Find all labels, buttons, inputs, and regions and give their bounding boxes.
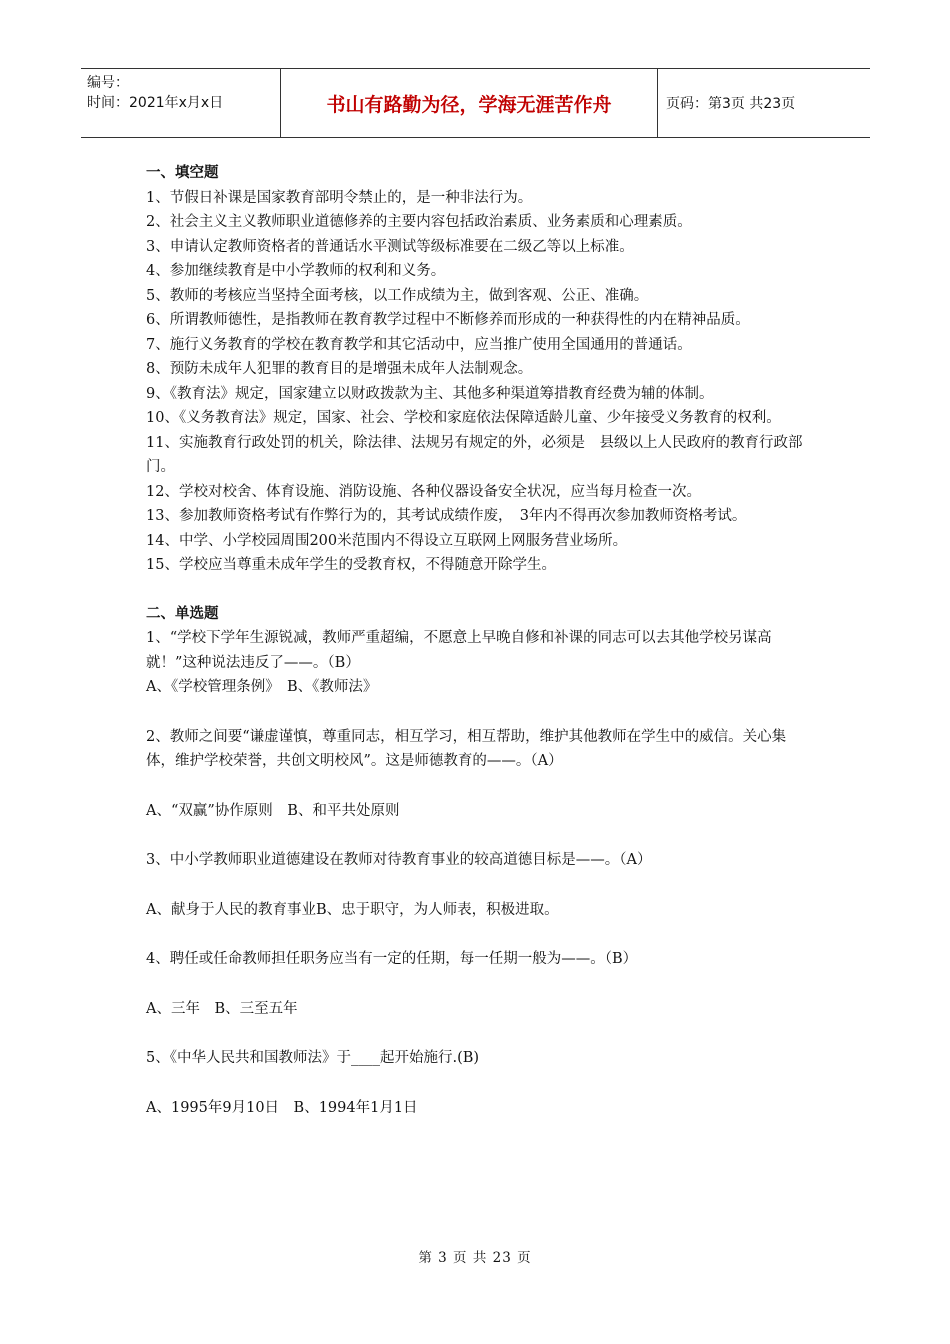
fill-item-10: 10、《义务教育法》规定，国家、社会、学校和家庭依法保障适龄儿童、少年接受义务教育的权利。 [146,410,781,426]
fill-item-11: 11、实施教育行政处罚的机关，除法律、法规另有规定的外，必须是 县级以上人民政府的教育行政部门。 [146,434,803,475]
question-3: 3、中小学教师职业道德建设在教师对待教育事业的较高道德目标是——。（A） [146,852,652,868]
question-1: 1、“学校下学年生源锐减，教师严重超编，不愿意上早晚自修和补课的同志可以去其他学校另谋高就！”这种说法违反了——。（B） [146,630,772,671]
fill-item-15: 15、学校应当尊重未成年学生的受教育权，不得随意开除学生。 [146,557,556,573]
doc-time-label: 时间：2021年x月x日 [87,95,224,111]
spacer [146,873,814,898]
question-2: 2、教师之间要“谦虚谨慎，尊重同志，相互学习，相互帮助，维护其他教师在学生中的威信。关心集体，维护学校荣誉，共创文明校风”。这是师德教育的——。（A） [146,728,787,769]
fill-item-8: 8、预防未成年人犯罪的教育目的是增强未成年人法制观念。 [146,361,533,377]
fill-item-6: 6、所谓教师德性，是指教师在教育教学过程中不断修养而形成的一种获得性的内在精神品质。 [146,312,750,328]
section-spacer [146,578,814,602]
spacer [146,972,814,997]
document-body [146,161,814,1120]
fill-item-1: 1、节假日补课是国家教育部明令禁止的，是一种非法行为。 [146,189,533,206]
fill-item-2: 2、社会主义主义教师职业道德修养的主要内容包括政治素质、业务素质和心理素质。 [146,214,692,230]
spacer [146,922,814,947]
fill-item-7: 7、施行义务教育的学校在教育教学和其它活动中，应当推广使用全国通用的普通话。 [146,336,692,353]
section-title-fill-blank: 一、填空题 [146,165,219,181]
header-page-info: 页码：第3页 共23页 [666,96,796,112]
question-4-options: A、三年 B、三至五年 [146,1000,298,1017]
question-5-options: A、1995年9月10日 B、1994年1月1日 [146,1099,418,1116]
question-1-options: A、《学校管理条例》 B、《教师法》 [146,679,378,695]
fill-item-14: 14、中学、小学校园周围200米范围内不得设立互联网上网服务营业场所。 [146,532,628,549]
section-title-single-choice: 二、单选题 [146,605,219,622]
spacer [146,774,814,799]
question-3-options: A、献身于人民的教育事业B、忠于职守，为人师表，积极进取。 [146,901,559,918]
page-footer: 第 3 页 共 23 页 [418,1250,532,1266]
fill-item-9: 9、《教育法》规定，国家建立以财政拨款为主、其他多种渠道筹措教育经费为辅的体制。 [146,385,714,402]
doc-number-label: 编号： [87,75,129,91]
header-motto: 书山有路勤为径，学海无涯苦作舟 [281,69,658,137]
fill-item-12: 12、学校对校舍、体育设施、消防设施、各种仪器设备安全状况，应当每月检查一次。 [146,483,701,500]
question-4: 4、聘任或任命教师担任职务应当有一定的任期，每一任期一般为——。（B） [146,951,638,967]
spacer [146,1071,814,1096]
fill-item-4: 4、参加继续教育是中小学教师的权利和义务。 [146,263,446,279]
question-2-options: A、“双赢”协作原则 B、和平共处原则 [146,802,400,819]
spacer [146,700,814,725]
question-5: 5、《中华人民共和国教师法》于____起开始施行.(B) [146,1050,480,1066]
header-meta [81,69,281,137]
fill-item-5: 5、教师的考核应当坚持全面考核，以工作成绩为主，做到客观、公正、准确。 [146,287,649,304]
fill-item-3: 3、申请认定教师资格者的普通话水平测试等级标准要在二级乙等以上标准。 [146,238,634,255]
page-header [81,68,870,138]
fill-item-13: 13、参加教师资格考试有作弊行为的，其考试成绩作废， 3年内不得再次参加教师资格考试。 [146,508,747,524]
spacer [146,1021,814,1046]
spacer [146,823,814,848]
